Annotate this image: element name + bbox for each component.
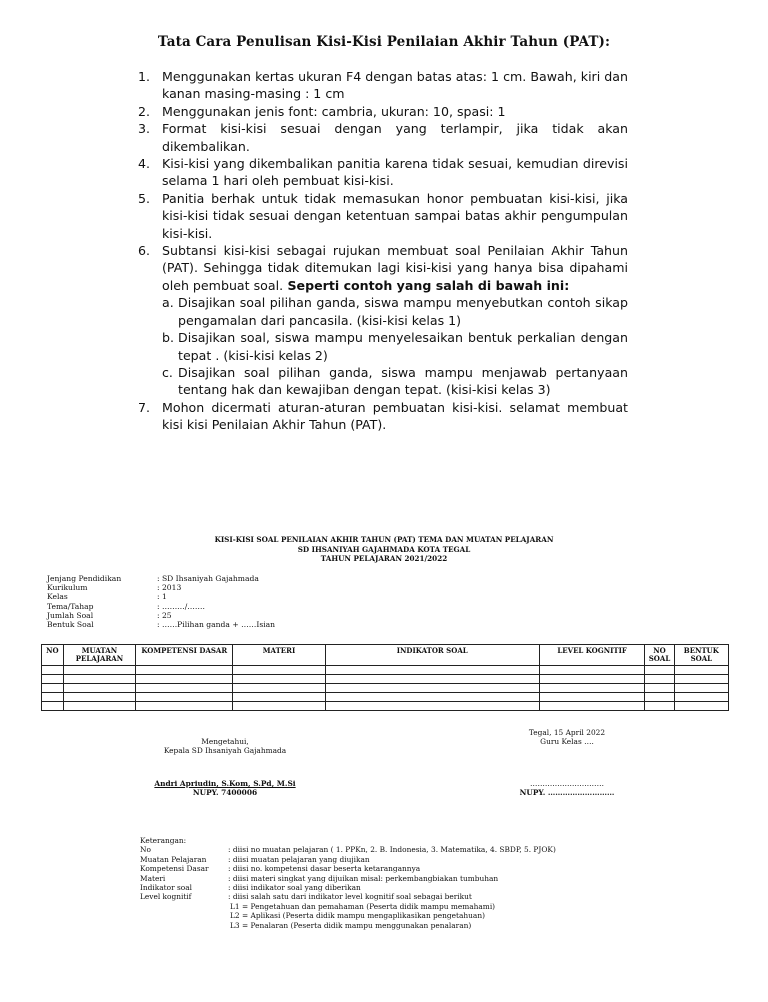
table-cell (674, 684, 728, 693)
rule-text: Menggunakan jenis font: cambria, ukuran: 10, spasi: 1 (162, 103, 506, 119)
table-row (42, 684, 729, 693)
note-key: Kompetensi Dasar (140, 864, 209, 874)
place-date: Tegal, 15 April 2022 (528, 728, 606, 737)
rule-number: 3. (138, 121, 151, 137)
table-cell (63, 684, 135, 693)
note-value: : diisi indikator soal yang diberikan (228, 883, 361, 893)
level-item: L2 = Aplikasi (Peserta didik mampu mengaplikasikan pengetahuan) (230, 911, 485, 921)
info-value: : SD Ihsaniyah Gajahmada (157, 574, 259, 583)
info-key: Jumlah Soal (47, 610, 94, 620)
notes-block (140, 836, 556, 930)
table-header-row (42, 645, 729, 666)
table-cell (233, 693, 325, 702)
col-header-level: LEVEL KOGNITIF (539, 645, 644, 666)
guru-nupy: NUPY. ……………………… (519, 788, 615, 797)
example-text: Disajikan soal, siswa mampu menyelesaikan bentuk perkalian dengan tepat . (kisi-kisi kelas 2) (178, 330, 628, 363)
table-cell (42, 693, 64, 702)
note-key: Muatan Pelajaran (140, 854, 207, 864)
table-cell (63, 666, 135, 675)
table-cell (325, 702, 539, 711)
kepala-signature-name (140, 779, 310, 797)
example-letter: c. (162, 364, 173, 380)
note-key: Level kognitif (140, 892, 192, 902)
table-cell (136, 702, 233, 711)
kisi-kisi-table (41, 644, 729, 711)
rules-list (138, 68, 628, 434)
note-value: : diisi no muatan pelajaran ( 1. PPKn, 2. B. Indonesia, 3. Matematika, 4. SBDP, 5. PJOK) (228, 845, 556, 855)
note-row (140, 855, 556, 864)
note-row (140, 874, 556, 883)
note-row (140, 892, 556, 901)
table-cell (325, 666, 539, 675)
kisi-kisi-header (0, 535, 768, 564)
mengetahui-label: Mengetahui, (201, 737, 249, 746)
info-key: Jenjang Pendidikan (47, 574, 122, 583)
table-cell (539, 675, 644, 684)
table-cell (539, 666, 644, 675)
table-row (42, 693, 729, 702)
note-value: : diisi materi singkat yang dijuikan misal: perkembangbiakan tumbuhan (228, 873, 499, 883)
table-cell (674, 666, 728, 675)
notes-heading: Keterangan: (140, 836, 187, 845)
rule-item (138, 399, 628, 434)
page-title: Tata Cara Penulisan Kisi-Kisi Penilaian Akhir Tahun (PAT): (157, 34, 611, 50)
rule-number: 4. (138, 156, 151, 172)
info-value: : ……Pilihan ganda + ……Isian (157, 620, 276, 630)
info-row (47, 611, 275, 620)
table-cell (674, 702, 728, 711)
col-header-no: NO (42, 645, 64, 666)
guru-name: ………………………… (530, 779, 604, 788)
table-cell (136, 693, 233, 702)
example-item (162, 329, 628, 364)
rule-item (138, 155, 628, 190)
example-letter: b. (162, 330, 174, 346)
table-cell (42, 666, 64, 675)
kepala-nupy: NUPY. 7400006 (192, 788, 258, 797)
level-item: L3 = Penalaran (Peserta didik mampu menggunakan penalaran) (230, 920, 472, 930)
header-line-1: KISI-KISI SOAL PENILAIAN AKHIR TAHUN (PAT) TEMA DAN MUATAN PELAJARAN (214, 535, 554, 544)
info-row (47, 592, 275, 601)
col-header-kompetensi: KOMPETENSI DASAR (136, 645, 233, 666)
rule-text: Mohon dicermati aturan-aturan pembuatan kisi-kisi. selamat membuat kisi kisi Penilaian Akhir Tahun (PAT). (162, 399, 628, 433)
guru-signature-heading (507, 728, 627, 746)
info-value: : ………/……. (157, 601, 205, 611)
table-cell (674, 675, 728, 684)
rule-text: Menggunakan kertas ukuran F4 dengan batas atas: 1 cm. Bawah, kiri dan kanan masing-masing : 1 cm (162, 69, 628, 102)
info-row (47, 574, 275, 583)
table-cell (645, 666, 674, 675)
table-cell (136, 684, 233, 693)
info-key: Tema/Tahap (47, 601, 94, 611)
table-cell (325, 693, 539, 702)
table-cell (136, 675, 233, 684)
col-header-muatan: MUATAN PELAJARAN (63, 645, 135, 666)
table-cell (233, 702, 325, 711)
table-row (42, 675, 729, 684)
note-key: Indikator soal (140, 883, 192, 893)
kepala-name: Andri Apriudin, S.Kom, S.Pd, M.Si (154, 779, 296, 788)
kepala-role: Kepala SD Ihsaniyah Gajahmada (163, 746, 287, 755)
info-row (47, 602, 275, 611)
note-key: Materi (140, 873, 166, 883)
col-header-no-soal: NO SOAL (645, 645, 674, 666)
table-cell (136, 666, 233, 675)
rule-number: 6. (138, 243, 151, 259)
table-cell (645, 675, 674, 684)
rule-number: 2. (138, 103, 151, 119)
table-row (42, 702, 729, 711)
rule-text-bold: Seperti contoh yang salah di bawah ini: (283, 277, 570, 293)
info-value: : 2013 (157, 583, 182, 593)
example-text: Disajikan soal pilihan ganda, siswa mampu menjawab pertanyaan tentang hak dan kewajiban dengan tepat. (kisi-kisi kelas 3) (178, 364, 628, 398)
table-cell (233, 684, 325, 693)
table-cell (674, 693, 728, 702)
rule-number: 1. (138, 69, 151, 84)
note-value: : diisi salah satu dari indikator level kognitif soal sebagai berikut (228, 892, 472, 902)
rule-item (138, 120, 628, 155)
rule-number: 7. (138, 399, 151, 415)
table-cell (42, 702, 64, 711)
example-item (162, 294, 628, 329)
table-row (42, 666, 729, 675)
table-cell (325, 675, 539, 684)
guru-role: Guru Kelas …. (540, 737, 594, 746)
note-row (140, 845, 556, 854)
note-row (140, 864, 556, 873)
table-cell (63, 675, 135, 684)
example-item (162, 364, 628, 399)
table-cell (233, 666, 325, 675)
col-header-bentuk: BENTUK SOAL (674, 645, 728, 666)
table-cell (233, 675, 325, 684)
header-line-3: TAHUN PELAJARAN 2021/2022 (320, 554, 448, 564)
note-row (140, 883, 556, 892)
table-cell (539, 684, 644, 693)
example-letter: a. (162, 295, 174, 311)
table-cell (63, 702, 135, 711)
info-row (47, 620, 275, 629)
guru-signature-name (497, 779, 637, 797)
col-header-materi: MATERI (233, 645, 325, 666)
info-value: : 1 (157, 592, 167, 602)
example-text: Disajikan soal pilihan ganda, siswa mampu menyebutkan contoh sikap pengamalan dari pancasila. (kisi-kisi kelas 1) (178, 295, 628, 328)
rule-text-normal: Subtansi kisi-kisi sebagai rujukan membuat soal Penilaian Akhir Tahun (PAT). Sehingga tidak ditemukan lagi kisi-kisi yang hanya bisa dipahami oleh pembuat soal. (162, 243, 628, 293)
table-cell (539, 702, 644, 711)
note-key: No (140, 845, 151, 855)
col-header-indikator: INDIKATOR SOAL (325, 645, 539, 666)
rule-number: 5. (138, 190, 151, 206)
table-cell (63, 693, 135, 702)
level-item: L1 = Pengetahuan dan pemahaman (Peserta didik mampu memahami) (230, 901, 496, 911)
rule-text: Panitia berhak untuk tidak memasukan honor pembuatan kisi-kisi, jika kisi-kisi tidak sesuai dengan ketentuan sampai batas akhir pengumpulan kisi-kisi. (162, 190, 628, 241)
note-value: : diisi no. kompetensi dasar beserta ketarangannya (228, 864, 421, 874)
rule-item (138, 190, 628, 242)
rule-item (138, 103, 628, 120)
rule-item (138, 242, 628, 294)
table-cell (645, 702, 674, 711)
rule-text (162, 242, 628, 294)
rule-text: Format kisi-kisi sesuai dengan yang terlampir, jika tidak akan dikembalikan. (162, 121, 628, 154)
note-value: : diisi muatan pelajaran yang diujikan (228, 854, 370, 864)
info-key: Bentuk Soal (47, 620, 94, 630)
info-key: Kurikulum (47, 583, 88, 593)
kepala-signature-heading (140, 737, 310, 755)
table-cell (42, 675, 64, 684)
info-value: : 25 (157, 610, 172, 620)
identity-block (47, 574, 275, 629)
info-key: Kelas (47, 592, 68, 602)
header-line-2: SD IHSANIYAH GAJAHMADA KOTA TEGAL (297, 544, 471, 554)
table-cell (645, 693, 674, 702)
table-cell (645, 684, 674, 693)
rule-text: Kisi-kisi yang dikembalikan panitia karena tidak sesuai, kemudian direvisi selama 1 hari oleh pembuat kisi-kisi. (162, 156, 628, 189)
table-cell (325, 684, 539, 693)
table-cell (539, 693, 644, 702)
info-row (47, 583, 275, 592)
table-cell (42, 684, 64, 693)
rule-item (138, 68, 628, 103)
